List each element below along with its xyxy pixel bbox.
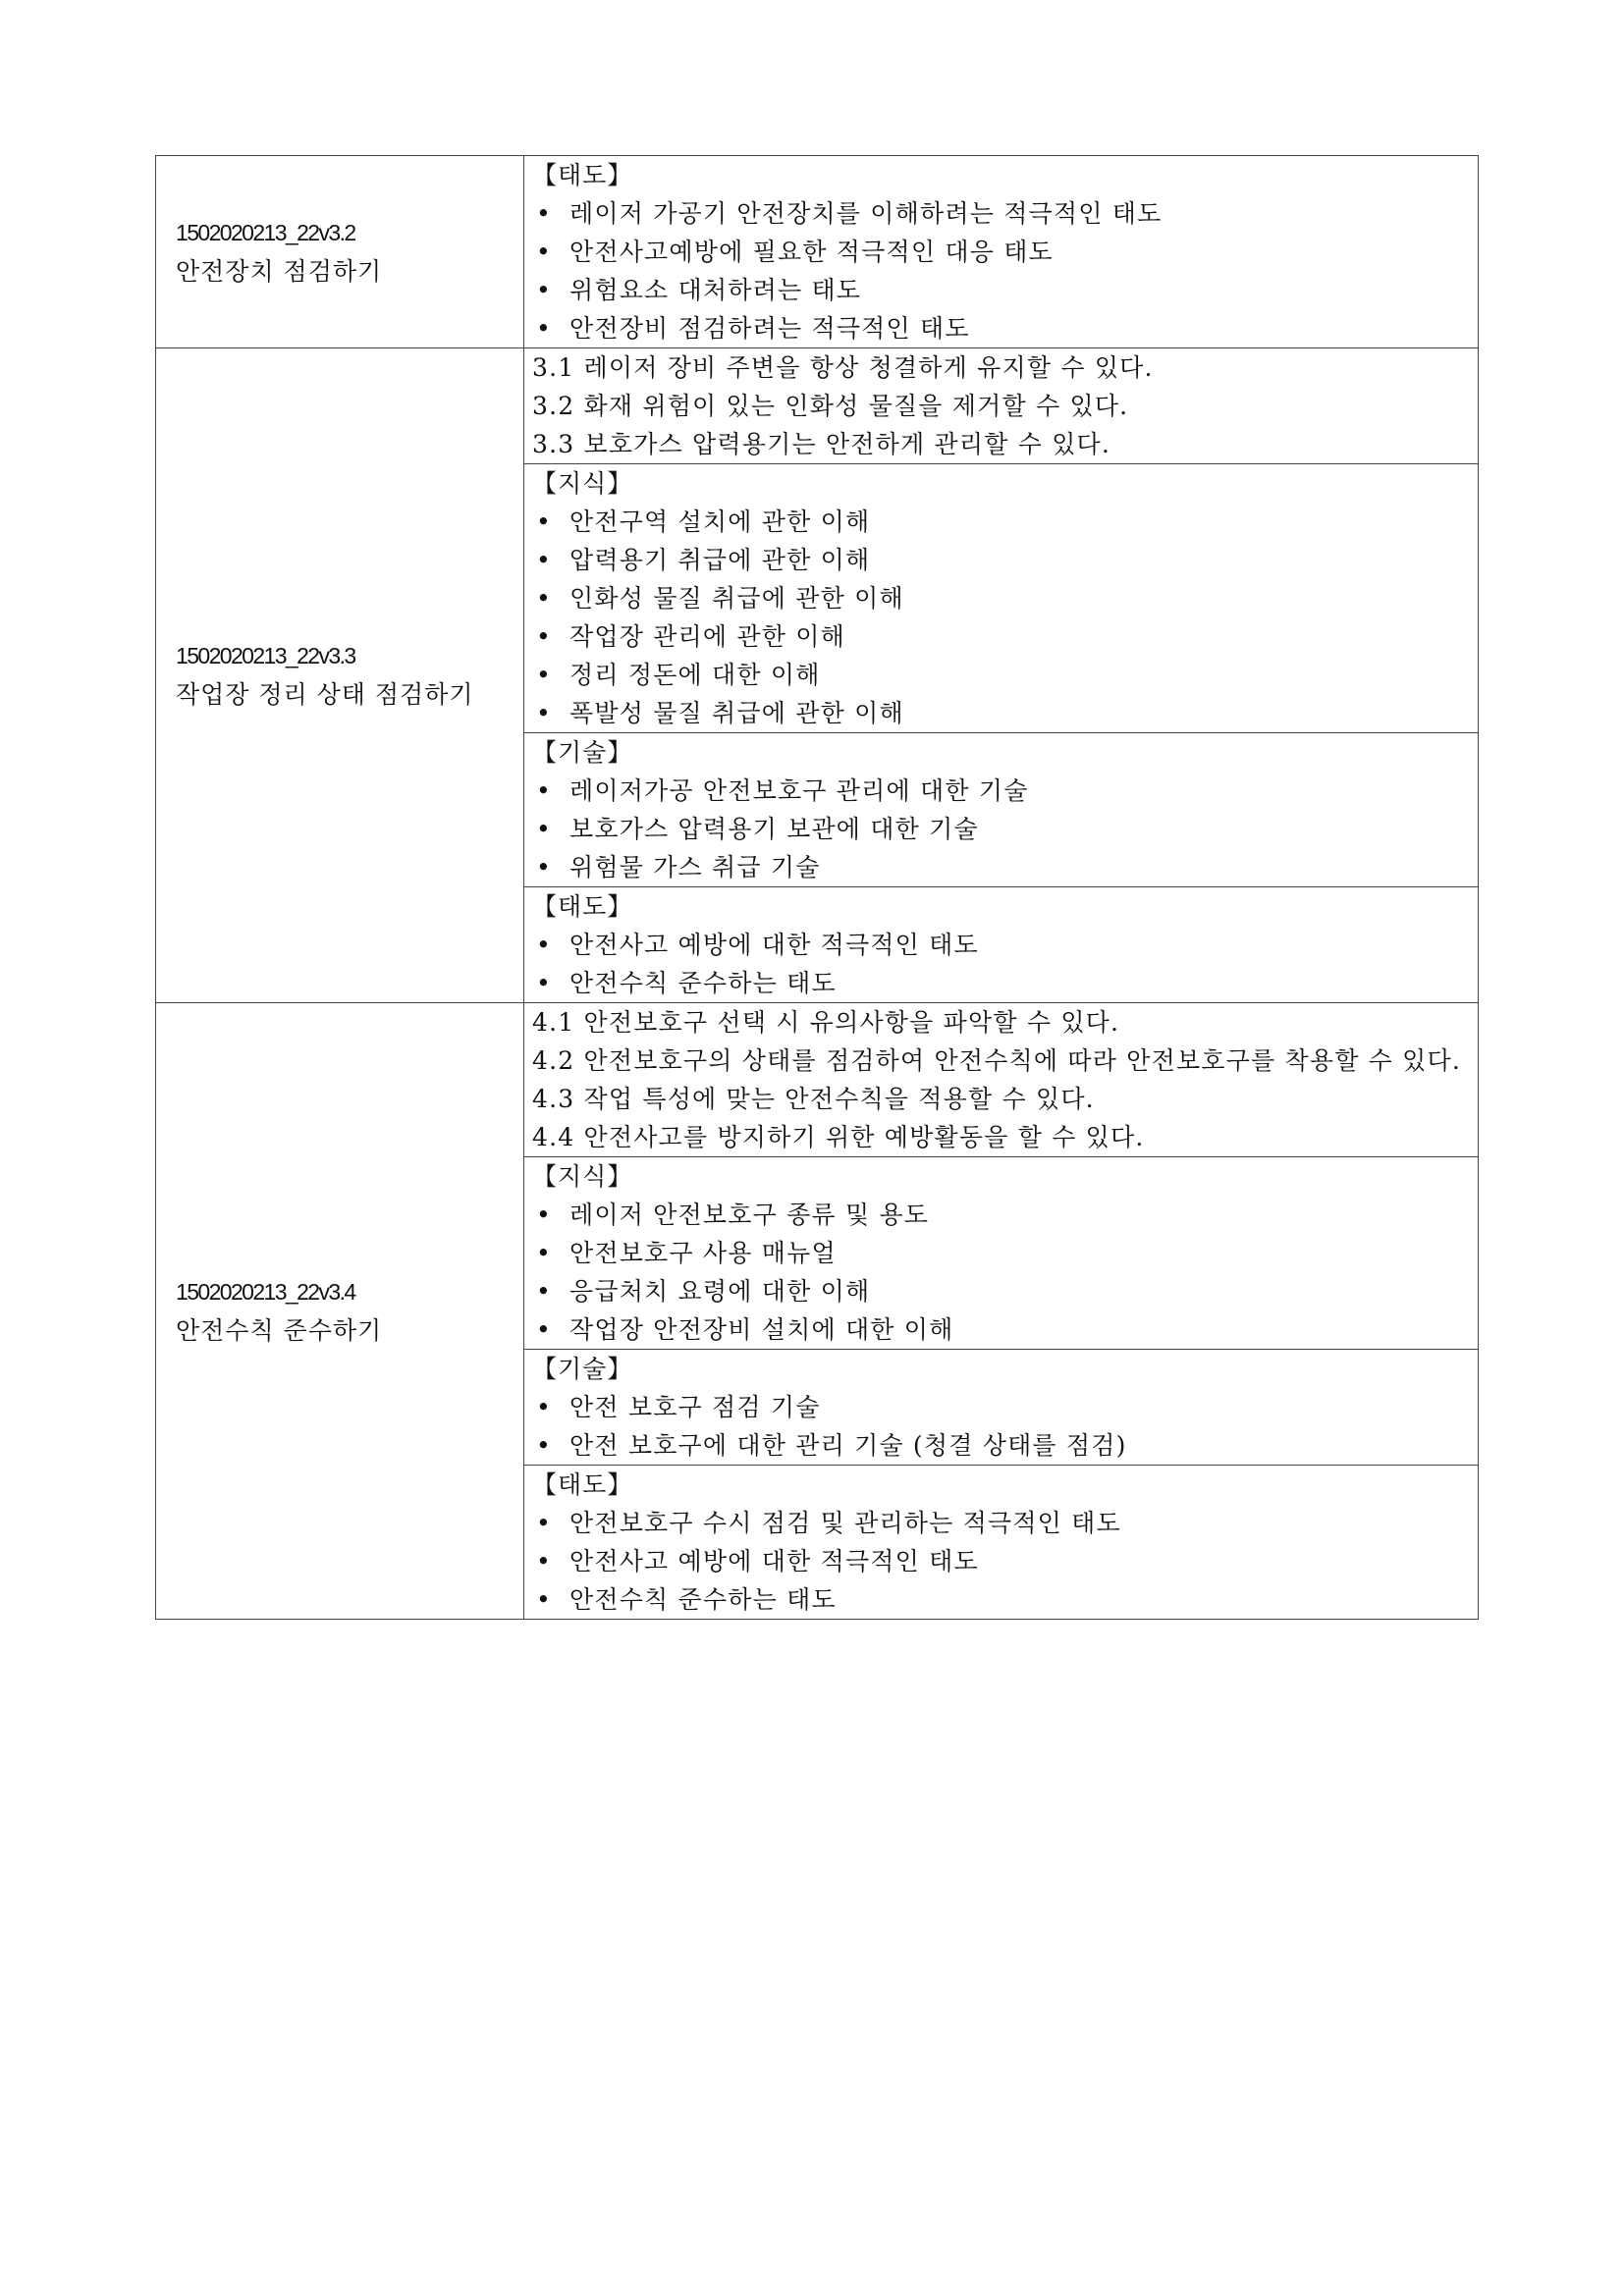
criteria-item: 3.3 보호가스 압력용기는 안전하게 관리할 수 있다.: [532, 430, 1111, 458]
knowledge-heading: 【지식】: [532, 1162, 633, 1191]
list-item: • 보호가스 압력용기 보관에 대한 기술: [532, 810, 1470, 848]
skill-heading: 【기술】: [532, 738, 633, 767]
list-item: • 레이저가공 안전보호구 관리에 대한 기술: [532, 772, 1470, 810]
unit-element-cell: [156, 348, 524, 1003]
knowledge-cell: [524, 1157, 1479, 1350]
bullet-icon: •: [536, 314, 552, 343]
list-item: • 안전장비 점검하려는 적극적인 태도: [532, 309, 1470, 347]
attitude-heading: 【태도】: [532, 1470, 633, 1499]
list-item: • 작업장 관리에 관한 이해: [532, 617, 1470, 656]
bullet-icon: •: [536, 1585, 552, 1614]
attitude-heading: 【태도】: [532, 892, 633, 921]
bullet-icon: •: [536, 199, 552, 228]
criteria-item: 4.4 안전사고를 방지하기 위한 예방활동을 할 수 있다.: [532, 1123, 1145, 1151]
list-item: • 안전구역 설치에 관한 이해: [532, 503, 1470, 541]
skill-cell: [524, 1350, 1479, 1466]
list-item: • 정리 정돈에 대한 이해: [532, 656, 1470, 694]
bullet-icon: •: [536, 1315, 552, 1344]
list-item: • 안전사고예방에 필요한 적극적인 대응 태도: [532, 233, 1470, 271]
bullet-icon: •: [536, 931, 552, 959]
unit-code: 1502020213_22v3.2: [176, 219, 355, 245]
bullet-icon: •: [536, 1201, 552, 1229]
list-item: • 안전보호구 사용 매뉴얼: [532, 1234, 1470, 1272]
criteria-item: 4.3 작업 특성에 맞는 안전수칙을 적용할 수 있다.: [532, 1085, 1095, 1113]
list-item: • 안전 보호구 점검 기술: [532, 1388, 1470, 1426]
list-item: • 안전 보호구에 대한 관리 기술 (청결 상태를 점검): [532, 1426, 1470, 1465]
list-item: • 레이저 안전보호구 종류 및 용도: [532, 1196, 1470, 1234]
list-item: • 안전보호구 수시 점검 및 관리하는 적극적인 태도: [532, 1504, 1470, 1542]
skill-cell: [524, 733, 1479, 887]
list-item: • 위험요소 대처하려는 태도: [532, 271, 1470, 309]
bullet-icon: •: [536, 776, 552, 805]
bullet-icon: •: [536, 507, 552, 536]
table-row: [156, 348, 1479, 464]
list-item: • 안전사고 예방에 대한 적극적인 태도: [532, 926, 1470, 964]
attitude-cell: [524, 887, 1479, 1003]
unit-code: 1502020213_22v3.4: [176, 1278, 355, 1305]
bullet-icon: •: [536, 1239, 552, 1267]
list-item: • 압력용기 취급에 관한 이해: [532, 541, 1470, 579]
bullet-icon: •: [536, 853, 552, 881]
table-row: [156, 156, 1479, 348]
unit-code: 1502020213_22v3.3: [176, 643, 355, 668]
list-item: • 위험물 가스 취급 기술: [532, 848, 1470, 886]
list-item: • 안전사고 예방에 대한 적극적인 태도: [532, 1542, 1470, 1580]
knowledge-heading: 【지식】: [532, 469, 633, 498]
bullet-icon: •: [536, 661, 552, 689]
bullet-icon: •: [536, 546, 552, 574]
unit-name: 안전장치 점검하기: [176, 256, 383, 286]
bullet-icon: •: [536, 622, 552, 651]
list-item: • 안전수칙 준수하는 태도: [532, 1580, 1470, 1619]
bullet-icon: •: [536, 276, 552, 304]
unit-name: 안전수칙 준수하기: [176, 1315, 383, 1345]
criteria-cell: [524, 348, 1479, 464]
bullet-icon: •: [536, 1277, 552, 1306]
bullet-icon: •: [536, 815, 552, 843]
list-item: • 작업장 안전장비 설치에 대한 이해: [532, 1310, 1470, 1349]
bullet-icon: •: [536, 969, 552, 997]
unit-name: 작업장 정리 상태 점검하기: [176, 680, 474, 709]
bullet-icon: •: [536, 1509, 552, 1537]
attitude-heading: 【태도】: [532, 161, 633, 189]
unit-element-cell: [156, 156, 524, 348]
list-item: • 응급처치 요령에 대한 이해: [532, 1272, 1470, 1310]
criteria-item: 3.1 레이저 장비 주변을 항상 청결하게 유지할 수 있다.: [532, 353, 1154, 382]
list-item: • 폭발성 물질 취급에 관한 이해: [532, 694, 1470, 732]
bullet-icon: •: [536, 238, 552, 266]
criteria-item: 4.2 안전보호구의 상태를 점검하여 안전수칙에 따라 안전보호구를 착용할 수 있다.: [532, 1046, 1462, 1075]
bullet-icon: •: [536, 699, 552, 727]
bullet-icon: •: [536, 584, 552, 613]
list-item: • 안전수칙 준수하는 태도: [532, 964, 1470, 1002]
list-item: • 인화성 물질 취급에 관한 이해: [532, 579, 1470, 617]
bullet-icon: •: [536, 1431, 552, 1460]
criteria-item: 3.2 화재 위험이 있는 인화성 물질을 제거할 수 있다.: [532, 392, 1129, 420]
table-row: [156, 1003, 1479, 1157]
criteria-item: 4.1 안전보호구 선택 시 유의사항을 파악할 수 있다.: [532, 1008, 1120, 1037]
attitude-cell: [524, 156, 1479, 348]
list-item: • 레이저 가공기 안전장치를 이해하려는 적극적인 태도: [532, 194, 1470, 233]
bullet-icon: •: [536, 1393, 552, 1421]
competency-unit-table: [155, 155, 1479, 1620]
attitude-cell: [524, 1466, 1479, 1620]
bullet-icon: •: [536, 1547, 552, 1575]
skill-heading: 【기술】: [532, 1355, 633, 1383]
unit-element-cell: [156, 1003, 524, 1620]
knowledge-cell: [524, 464, 1479, 733]
criteria-cell: [524, 1003, 1479, 1157]
